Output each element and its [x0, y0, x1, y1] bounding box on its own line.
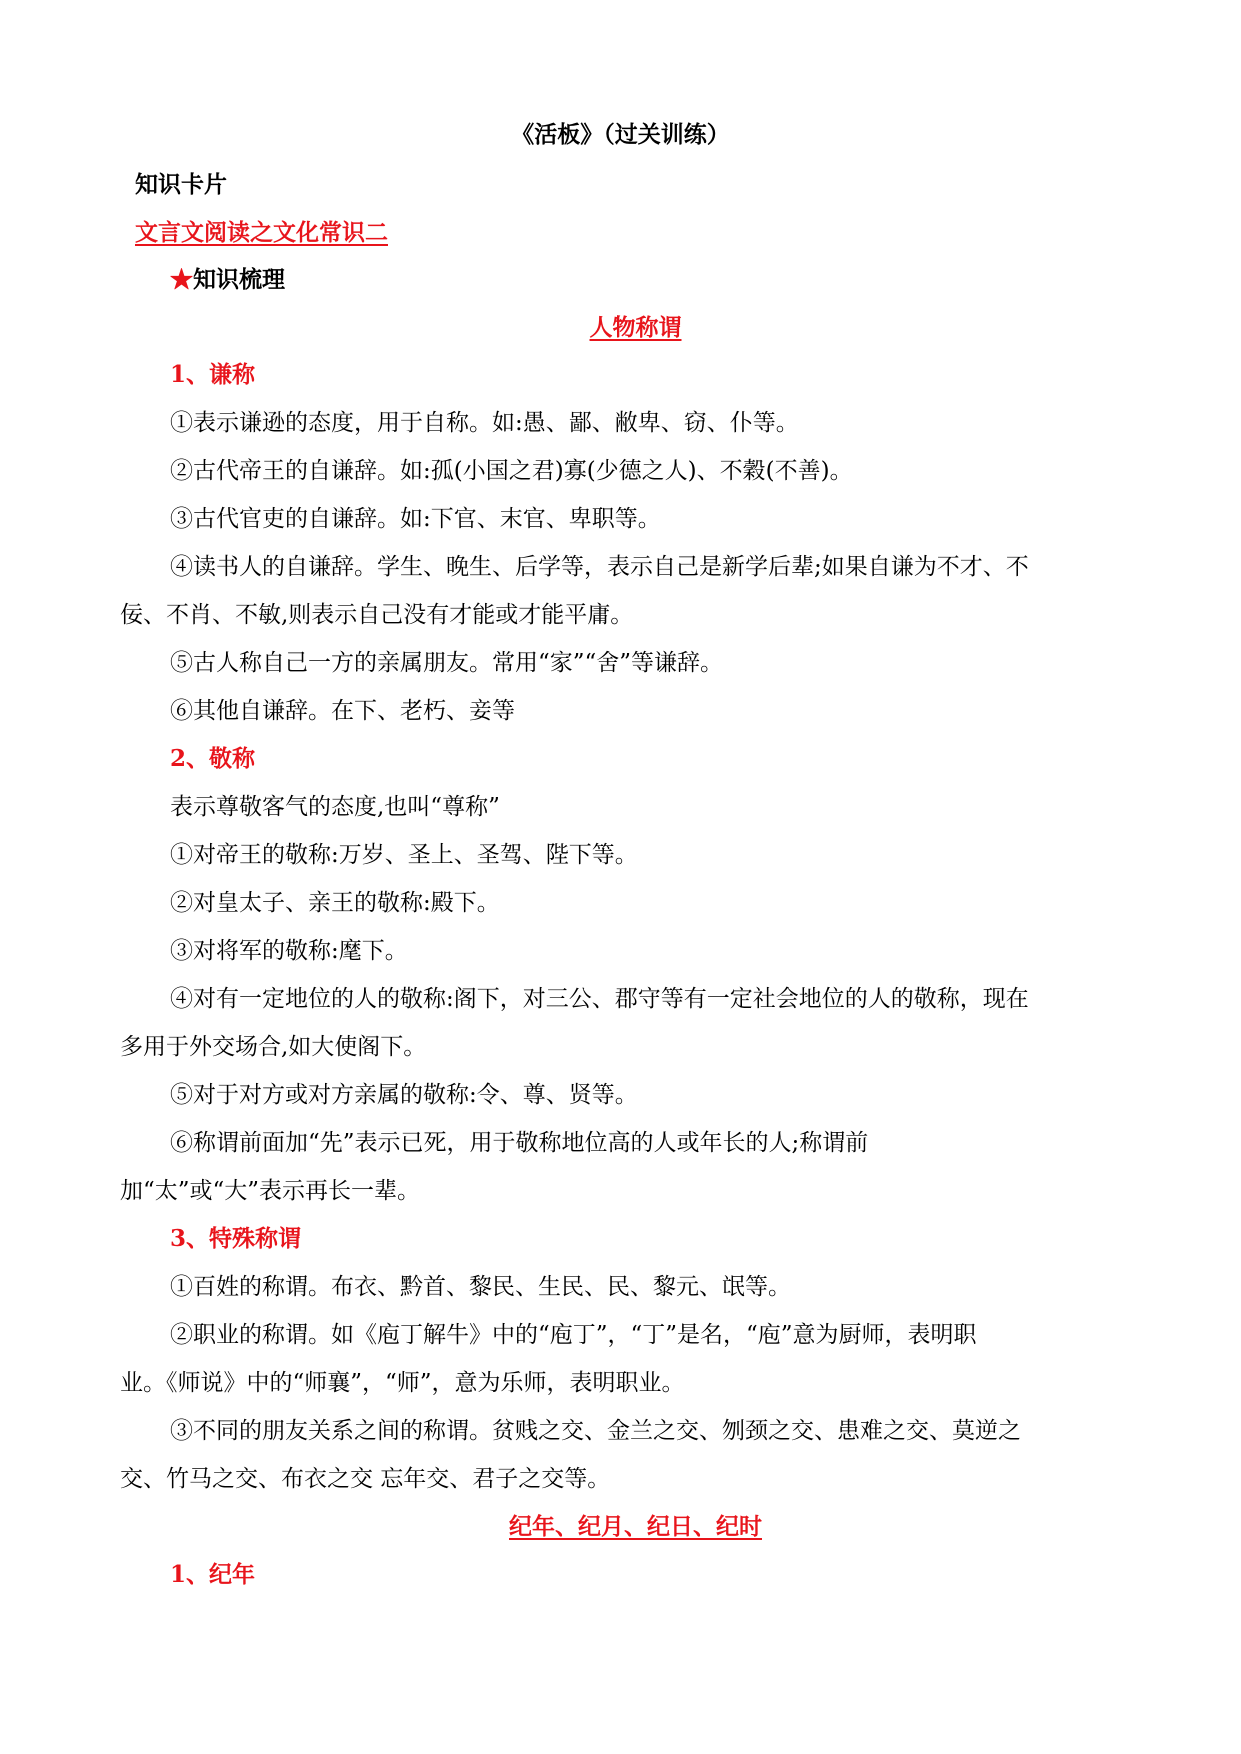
list-item-continued: 多用于外交场合,如大使阁下。: [120, 1034, 427, 1060]
list-item: ②对皇太子、亲王的敬称:殿下。: [170, 890, 500, 916]
list-item-continued: 加“太”或“大”表示再长一辈。: [120, 1178, 421, 1204]
list-item: ⑤对于对方或对方亲属的敬称:令、尊、贤等。: [170, 1082, 638, 1108]
list-item: ⑤古人称自己一方的亲属朋友。常用“家”“舍”等谦辞。: [170, 650, 724, 676]
card-label: 知识卡片: [135, 171, 227, 198]
topic-heading: 文言文阅读之文化常识二: [135, 219, 388, 246]
list-item: ③不同的朋友关系之间的称谓。贫贱之交、金兰之交、刎颈之交、患难之交、莫逆之: [170, 1418, 1021, 1444]
list-item-continued: 交、竹马之交、布衣之交 忘年交、君子之交等。: [120, 1466, 611, 1492]
list-item: 表示尊敬客气的态度,也叫“尊称”: [170, 794, 500, 820]
summary-heading: [170, 265, 285, 295]
list-item: ④读书人的自谦辞。学生、晚生、后学等，表示自己是新学后辈;如果自谦为不才、不: [170, 554, 1029, 580]
summary-label: 知识梳理: [193, 266, 285, 293]
list-item-continued: 佞、不肖、不敏,则表示自己没有才能或才能平庸。: [120, 602, 634, 628]
section-heading-persons: 人物称谓: [589, 314, 682, 341]
subheading-honorific-terms: 2、敬称: [170, 745, 256, 772]
list-item: ①百姓的称谓。布衣、黔首、黎民、生民、民、黎元、氓等。: [170, 1274, 791, 1300]
subheading-year-reckoning: 1、纪年: [170, 1561, 256, 1588]
list-item-continued: 业。《师说》中的“师襄”，“师”，意为乐师，表明职业。: [120, 1370, 685, 1396]
list-item: ④对有一定地位的人的敬称:阁下，对三公、郡守等有一定社会地位的人的敬称，现在: [170, 986, 1029, 1012]
list-item: ③对将军的敬称:麾下。: [170, 938, 408, 964]
list-item: ①对帝王的敬称:万岁、圣上、圣驾、陛下等。: [170, 842, 638, 868]
star-icon: ★: [170, 266, 193, 293]
list-item: ②职业的称谓。如《庖丁解牛》中的“庖丁”，“丁”是名，“庖”意为厨师，表明职: [170, 1322, 977, 1348]
list-item: ③古代官吏的自谦辞。如:下官、末官、卑职等。: [170, 506, 661, 532]
list-item: ⑥称谓前面加“先”表示已死，用于敬称地位高的人或年长的人;称谓前: [170, 1130, 869, 1156]
page-title: 《活板》（过关训练）: [511, 121, 730, 148]
subheading-special-terms: 3、特殊称谓: [170, 1225, 302, 1252]
list-item: ⑥其他自谦辞。在下、老朽、妾等: [170, 698, 515, 724]
subheading-modest-terms: 1、谦称: [170, 361, 256, 388]
section-heading-calendar: 纪年、纪月、纪日、纪时: [509, 1513, 762, 1540]
list-item: ②古代帝王的自谦辞。如:孤(小国之君)寡(少德之人)、不穀(不善)。: [170, 458, 853, 484]
list-item: ①表示谦逊的态度，用于自称。如:愚、鄙、敝卑、窃、仆等。: [170, 410, 799, 436]
